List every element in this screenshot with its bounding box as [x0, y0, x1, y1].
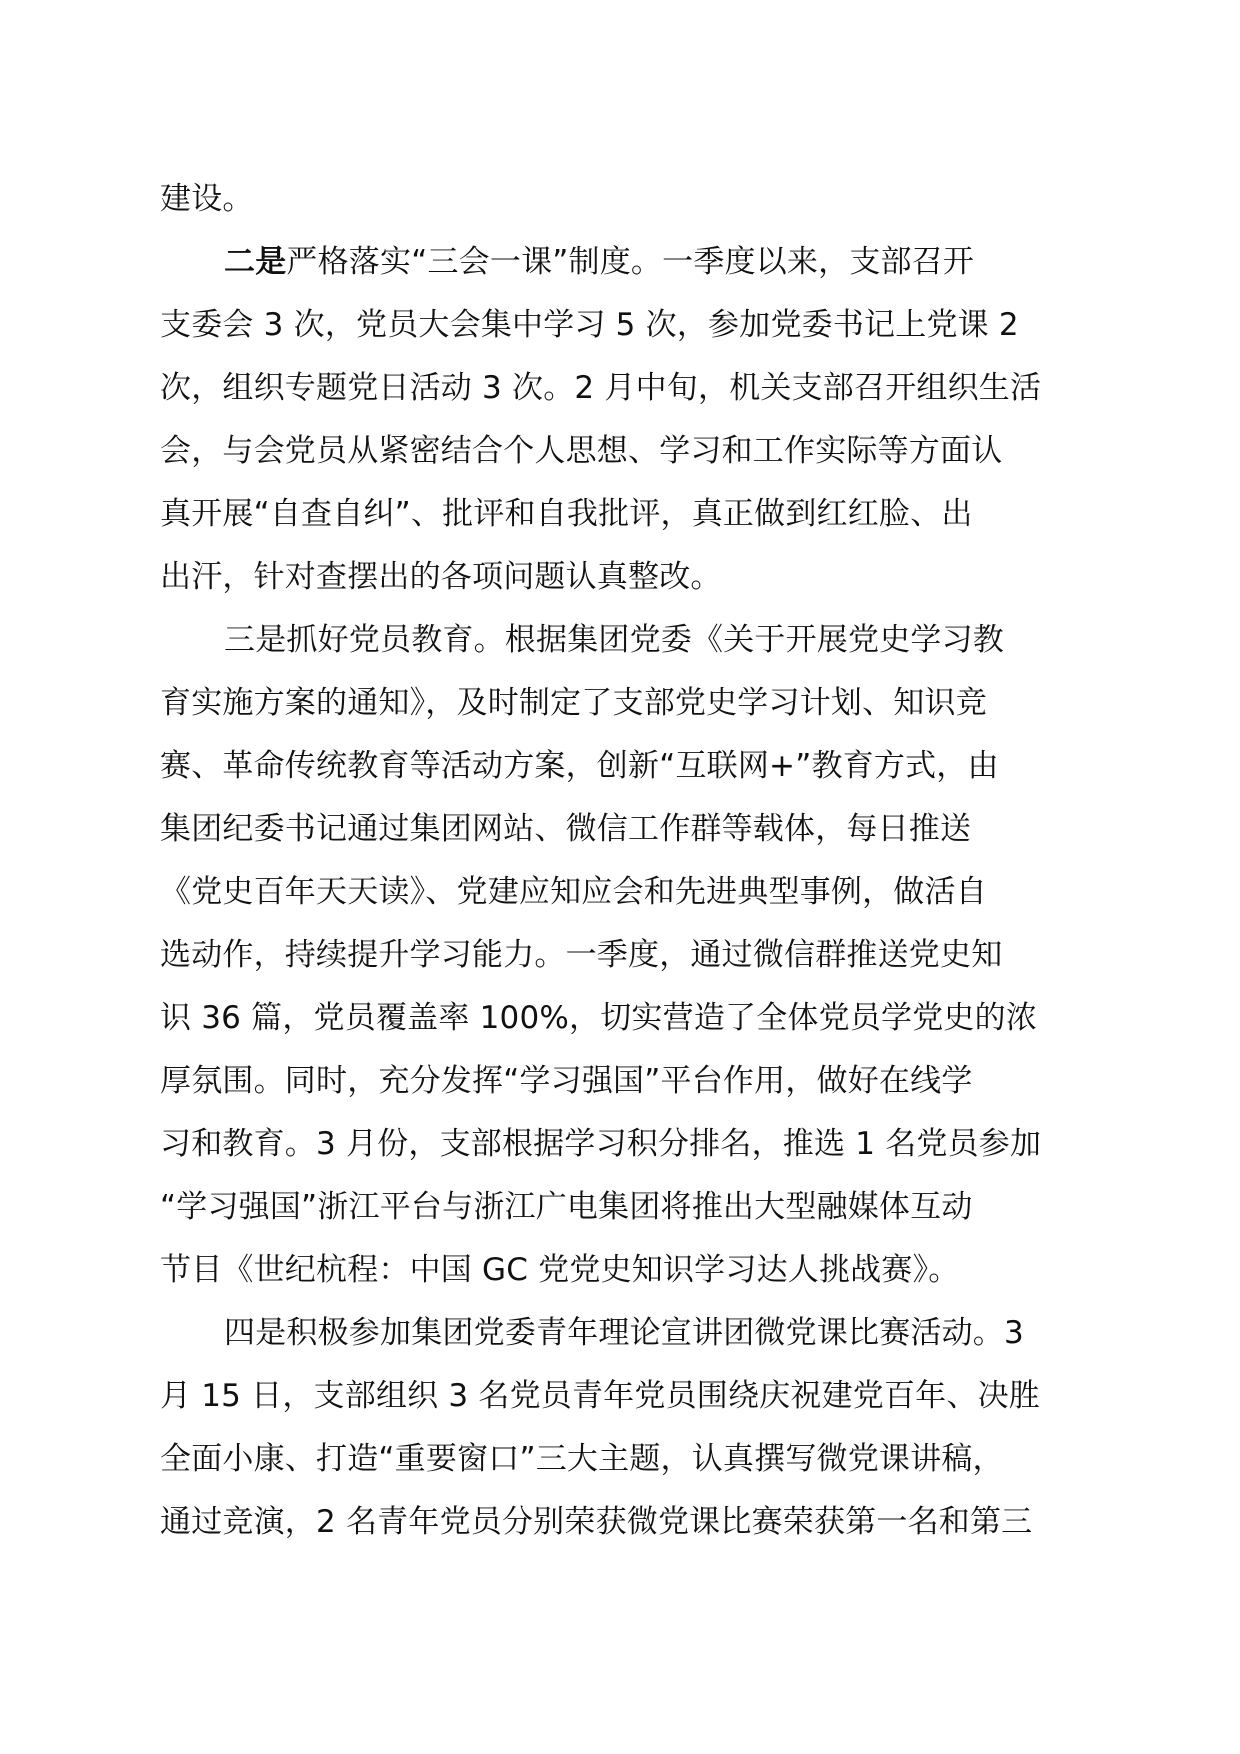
text-line: 育实施方案的通知》，及时制定了支部党史学习计划、知识竞 — [160, 685, 987, 721]
text-line: 节目《世纪杭程：中国 GC 党党史知识学习达人挑战赛》。 — [160, 1252, 960, 1288]
paragraph-start-line — [160, 231, 1120, 294]
text-line: 建设。 — [160, 181, 254, 217]
text-line: 识 36 篇，党员覆盖率 100%，切实营造了全体党员学党史的浓 — [160, 1000, 1038, 1036]
document-body — [160, 168, 1120, 1554]
text-line: 会，与会党员从紧密结合个人思想、学习和工作实际等方面认 — [160, 433, 1003, 469]
text-line: “学习强国”浙江平台与浙江广电集团将推出大型融媒体互动 — [160, 1189, 973, 1225]
text-line: 赛、革命传统教育等活动方案，创新“互联网+”教育方式，由 — [160, 748, 999, 784]
text-line: 次，组织专题党日活动 3 次。2 月中旬，机关支部召开组织生活 — [160, 370, 1042, 406]
text-line: 选动作，持续提升学习能力。一季度，通过微信群推送党史知 — [160, 937, 1003, 973]
text-line: 真开展“自查自纠”、批评和自我批评，真正做到红红脸、出 — [160, 496, 973, 532]
paragraph-start-line: 三是抓好党员教育。根据集团党委《关于开展党史学习教 — [224, 622, 1004, 658]
text-line: 支委会 3 次，党员大会集中学习 5 次，参加党委书记上党课 2 — [160, 307, 1019, 343]
text-line: 出汗，针对查摆出的各项问题认真整改。 — [160, 559, 722, 595]
text-run: 严格落实“三会一课”制度。一季度以来，支部召开 — [286, 244, 975, 280]
text-line: 全面小康、打造“重要窗口”三大主题，认真撰写微党课讲稿， — [160, 1441, 1004, 1477]
text-line: 厚氛围。同时，充分发挥“学习强国”平台作用，做好在线学 — [160, 1063, 973, 1099]
text-line: 习和教育。3 月份，支部根据学习积分排名，推选 1 名党员参加 — [160, 1126, 1042, 1162]
paragraph-start-line: 四是积极参加集团党委青年理论宣讲团微党课比赛活动。3 — [224, 1315, 1024, 1351]
text-line: 通过竞演，2 名青年党员分别荣获微党课比赛荣获第一名和第三 — [160, 1504, 1033, 1540]
paragraph-lead-bold: 二是 — [224, 244, 287, 280]
text-line: 月 15 日，支部组织 3 名党员青年党员围绕庆祝建党百年、决胜 — [160, 1378, 1040, 1414]
text-line: 集团纪委书记通过集团网站、微信工作群等载体，每日推送 — [160, 811, 972, 847]
text-line: 《党史百年天天读》、党建应知应会和先进典型事例，做活自 — [160, 874, 987, 910]
